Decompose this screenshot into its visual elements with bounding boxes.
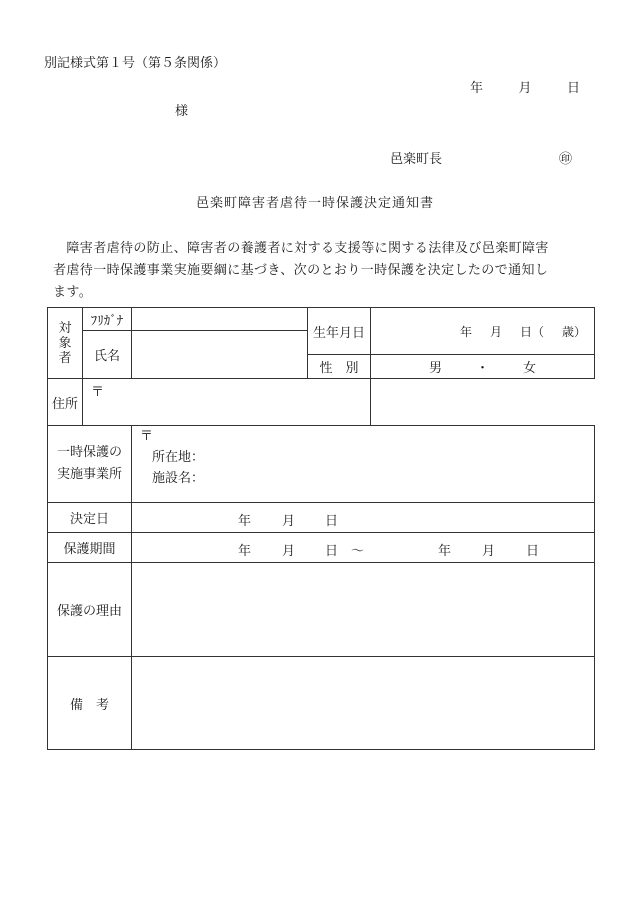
decision-date-label: 決定日 <box>48 503 132 533</box>
issuer-name: 邑楽町長 <box>390 152 443 167</box>
name-label: 氏名 <box>83 331 132 379</box>
addressee-honorific: 様 <box>175 104 189 119</box>
date-month: 月 <box>518 81 532 96</box>
body-line: 者虐待一時保護事業実施要綱に基づき、次のとおり一時保護を決定したので通知し <box>53 263 549 278</box>
facility-label: 一時保護の 実施事業所 <box>48 426 132 503</box>
reason-field[interactable] <box>132 563 595 657</box>
gender-label: 性 別 <box>308 355 371 379</box>
facility-postal-mark: 〒 <box>140 429 154 444</box>
date-year: 年 <box>470 81 484 96</box>
document-title: 邑楽町障害者虐待一時保護決定通知書 <box>195 196 434 211</box>
reason-label: 保護の理由 <box>48 563 132 657</box>
furigana-field[interactable] <box>132 308 308 331</box>
birth-date-field[interactable]: 年 月 日（ 歳） <box>371 308 595 355</box>
address-label: 住所 <box>48 379 83 426</box>
gender-female[interactable]: 女 <box>523 361 537 376</box>
facility-location-label: 所在地： <box>152 450 205 465</box>
gender-field[interactable]: 男 ・ 女 <box>371 355 595 379</box>
name-field[interactable] <box>132 331 308 379</box>
body-paragraph <box>53 238 598 304</box>
furigana-label: ﾌﾘｶﾞﾅ <box>83 308 132 331</box>
form-number: 別記様式第１号（第５条関係） <box>44 56 227 71</box>
protection-period-label: 保護期間 <box>48 533 132 563</box>
seal-mark: ㊞ <box>559 152 573 167</box>
protection-period-field[interactable]: 年 月 日 ～ 年 月 日 <box>132 533 595 563</box>
remarks-label: 備 考 <box>48 657 132 750</box>
notification-form-table <box>47 307 595 750</box>
date-day: 日 <box>566 81 580 96</box>
decision-date-field[interactable]: 年 月 日 <box>132 503 595 533</box>
address-field[interactable] <box>83 379 371 426</box>
birth-date-label: 生年月日 <box>308 308 371 355</box>
postal-mark: 〒 <box>91 385 105 400</box>
body-line: 障害者虐待の防止、障害者の養護者に対する支援等に関する法律及び邑楽町障害 <box>66 241 549 256</box>
body-line: ます。 <box>53 285 93 300</box>
facility-field[interactable] <box>132 426 595 503</box>
issue-date <box>470 77 580 96</box>
facility-name-label: 施設名： <box>152 471 205 486</box>
remarks-field[interactable] <box>132 657 595 750</box>
subject-label: 対 象 者 <box>48 308 83 379</box>
gender-male[interactable]: 男 <box>428 361 442 376</box>
